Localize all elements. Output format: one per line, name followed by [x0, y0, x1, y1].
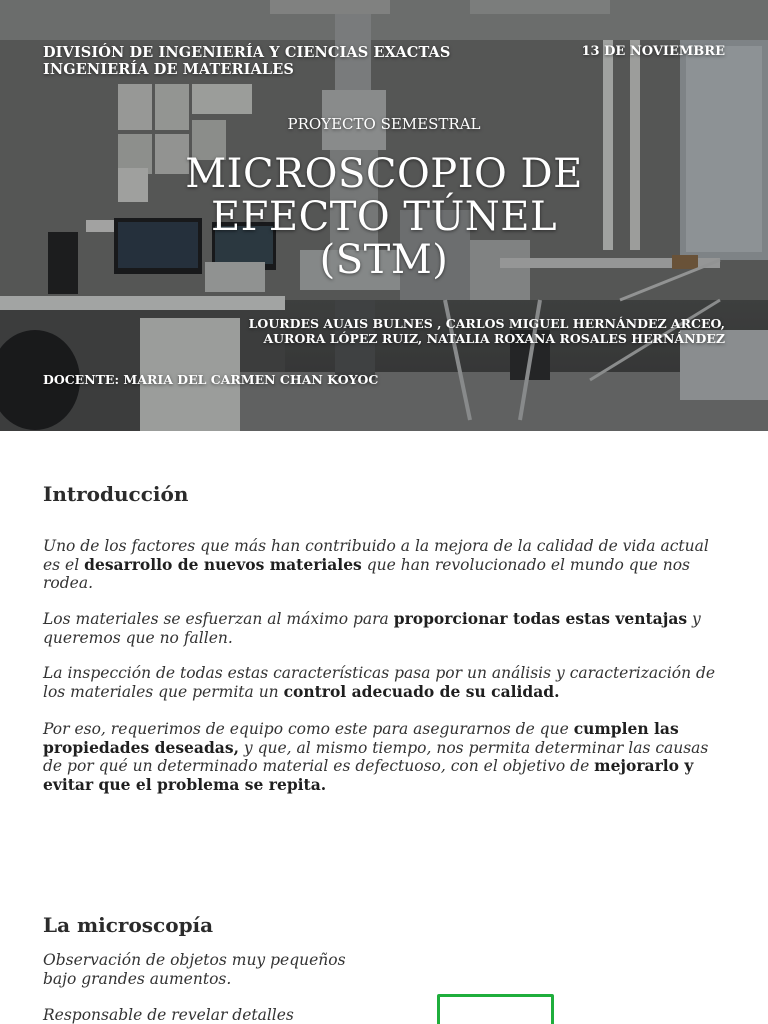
intro-paragraph-1: [43, 537, 723, 593]
hero-banner: [0, 0, 768, 431]
intro-paragraph-2: [43, 610, 723, 647]
presentation-date: 13 DE NOVIEMBRE: [581, 44, 725, 59]
division-heading: [43, 44, 450, 78]
emphasis: proporcionar todas estas ventajas: [393, 609, 688, 628]
intro-paragraph-3: [43, 664, 723, 701]
teacher-credit: DOCENTE: MARIA DEL CARMEN CHAN KOYOC: [43, 372, 379, 387]
highlight-frame: [437, 994, 554, 1024]
text-run: y queremos que no fallen.: [43, 610, 701, 647]
page-title: [84, 153, 684, 282]
microscopy-point-2: Responsable de revelar detalles: [43, 1006, 294, 1024]
emphasis: cumplen las propiedades deseadas,: [43, 719, 679, 757]
title-line-3: (STM): [319, 237, 449, 283]
text-run: La inspección de todas estas características pasa por un análisis y caracterización de los materiales que permita un: [43, 664, 716, 701]
text-run: que han revolucionado el mundo que nos rodea.: [43, 555, 691, 592]
microscopy-point-1: Observación de objetos muy pequeños bajo grandes aumentos.: [43, 951, 346, 988]
text-run: y que, al mismo tiempo, nos permita determinar las causas de por qué un determinado material es defectuoso, con el objetivo de: [43, 738, 709, 775]
text-run: Los materiales se esfuerzan al máximo para: [43, 610, 394, 628]
division-line: DIVISIÓN DE INGENIERÍA Y CIENCIAS EXACTAS: [43, 44, 451, 61]
authors-line-2: AURORA LÓPEZ RUIZ, NATALIA ROXANA ROSALES HERNÁNDEZ: [263, 331, 725, 346]
text-run: Por eso, requerimos de equipo como este para asegurarnos de que: [43, 720, 574, 738]
section-heading-introduction: Introducción: [43, 482, 189, 506]
section-heading-microscopy: La microscopía: [43, 913, 214, 937]
authors-line-1: LOURDES AUAIS BULNES , CARLOS MIGUEL HERNÁNDEZ ARCEO,: [248, 316, 725, 331]
title-line-1: MICROSCOPIO DE: [185, 151, 583, 197]
emphasis: desarrollo de nuevos materiales: [84, 554, 362, 574]
text-run: Uno de los factores que más han contribuido a la mejora de la calidad de vida actual es el: [43, 537, 709, 574]
emphasis: control adecuado de su calidad.: [283, 681, 560, 701]
project-kicker: PROYECTO SEMESTRAL: [287, 115, 481, 133]
intro-paragraph-4: [43, 720, 723, 794]
authors: [165, 316, 725, 346]
emphasis: mejorarlo y evitar que el problema se repita.: [43, 756, 694, 794]
title-line-2: EFECTO TÚNEL: [210, 194, 558, 240]
program-line: INGENIERÍA DE MATERIALES: [43, 61, 294, 78]
